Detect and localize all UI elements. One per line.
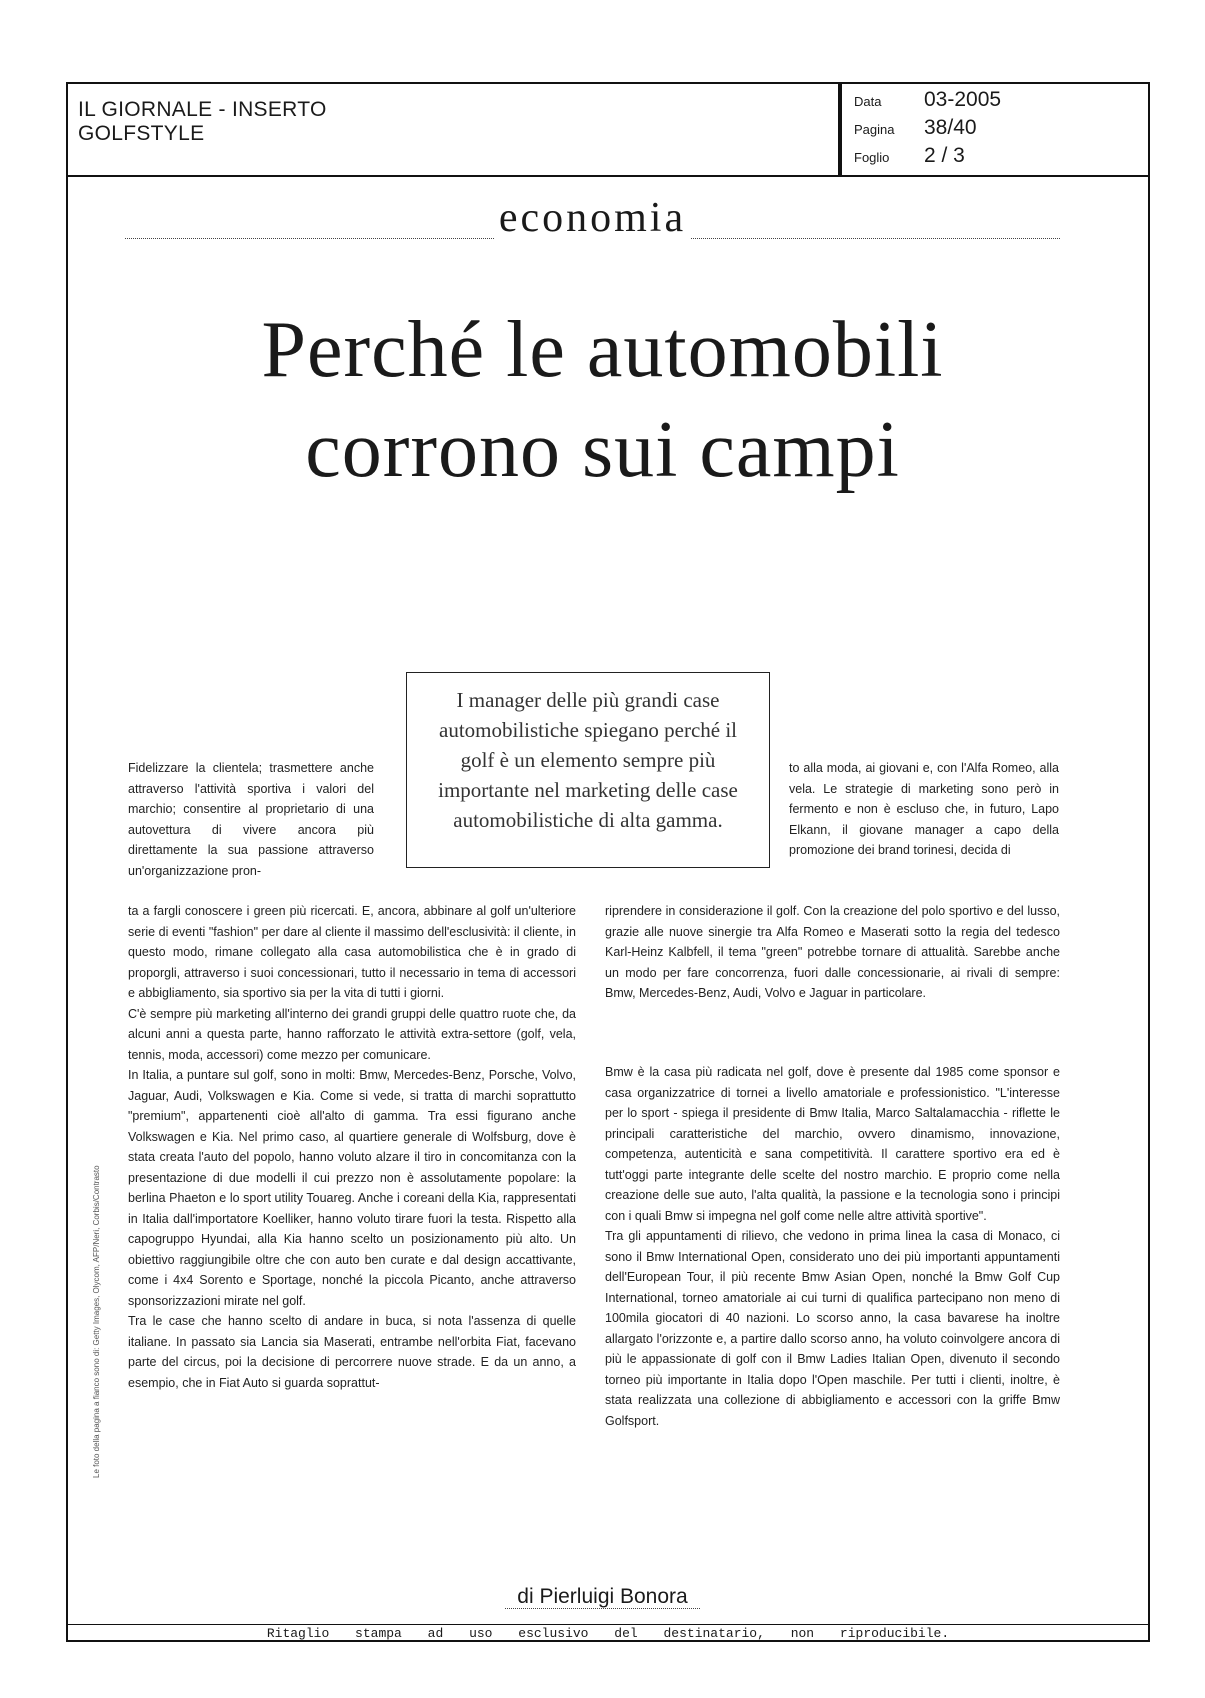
date-label: Data xyxy=(854,94,882,109)
publication-line1: IL GIORNALE - INSERTO xyxy=(78,98,327,121)
column2-intro xyxy=(789,758,1059,861)
headline-line1: Perché le automobili xyxy=(261,306,944,394)
paragraph: In Italia, a puntare sul golf, sono in molti: Bmw, Mercedes-Benz, Porsche, Volvo, Jaguar, Audi, Volkswagen e Kia. Come si vede, si tratta di marchi soprattutto "premium", appartenenti cioè all'alto di gamma. Tra essi figurano anche Volkswagen e Kia. Nel primo caso, al quartiere generale di Wolfsburg, dove è stata creata l'auto del popolo, hanno voluto alzare il tiro in concomitanza con la presentazione di due modelli il cui prezzo non è assolutamente popolare: la berlina Phaeton e lo sport utility Touareg. Anche i coreani della Kia, rappresentati in Italia dall'importatore Koelliker, hanno voluto tirare fuori la testa. Rispetto alla capogruppo Hyundai, alla Kia hanno scelto un posizionamento più alto. Un obiettivo raggiungibile oltre che con auto ben curate e dal design accattivante, come i 4x4 Sorento e Sportage, nonché la piccola Picanto, anche attraverso sponsorizzazioni mirate nel golf. xyxy=(128,1068,576,1308)
headline-line2: corrono sui campi xyxy=(305,406,900,494)
paragraph: Tra le case che hanno scelto di andare in buca, si nota l'assenza di quelle italiane. In passato sia Lancia sia Maserati, entrambe nell'orbita Fiat, facevano parte del circus, poi la decisione di percorrere nuove strade. E da un anno, a esempio, che in Fiat Auto si guarda soprattut- xyxy=(128,1314,576,1390)
sheet-value: 2 / 3 xyxy=(924,144,965,167)
page-row xyxy=(854,116,1134,142)
column1-intro xyxy=(128,758,374,881)
paragraph: riprendere in considerazione il golf. Con la creazione del polo sportivo e del lusso, grazie alle nuove sinergie tra Alfa Romeo e Maserati sotto la regia del tedesco Karl-Heinz Kalbfell, il tema "green" potrebbe tornare di attualità. Sarebbe anche un modo per fare concorrenza, fuori dalle concessionarie, ai rivali di sempre: Bmw, Mercedes-Benz, Audi, Volvo e Jaguar in particolare. xyxy=(605,904,1060,1000)
paragraph: Fidelizzare la clientela; trasmettere anche attraverso l'attività sportiva i valori del marchio; consentire al proprietario di una autovettura di vivere ancora più direttamente la sua passione attraverso un'organizzazione pron- xyxy=(128,761,374,878)
paragraph: ta a fargli conoscere i green più ricercati. E, ancora, abbinare al golf un'ulteriore serie di eventi "fashion" per dare al cliente il massimo dell'esclusività: il cliente, in questo modo, rimane collegato alla casa automobilistica che è in grado di proporgli, attraverso i suoi concessionari, tutto il necessario in tema di accessori e abbigliamento, sia sportivo sia per la vita di tutti i giorni. xyxy=(128,904,576,1000)
section-title: economia xyxy=(495,195,690,241)
paragraph: C'è sempre più marketing all'interno dei grandi gruppi delle quattro ruote che, da alcuni anni a questa parte, hanno rafforzato le attività extra-settore (golf, vela, tennis, moda, accessori) come mezzo per comunicare. xyxy=(128,1006,576,1062)
publication-box xyxy=(66,82,840,177)
sheet-row xyxy=(854,144,1134,170)
page-value: 38/40 xyxy=(924,116,977,139)
pull-quote: I manager delle più grandi case automobilistiche spiegano perché il golf è un elemento sempre più importante nel marketing delle case automobilistiche di alta gamma. xyxy=(406,672,770,868)
column1-body xyxy=(128,901,576,1393)
sheet-label: Foglio xyxy=(854,150,890,165)
paragraph: Bmw è la casa più radicata nel golf, dove è presente dal 1985 come sponsor e casa organizzatrice di tornei a livello amatoriale e professionistico. "L'interesse per lo sport - spiega il presidente di Bmw Italia, Marco Saltalamacchia - riflette le principali caratteristiche del marchio, ovvero dinamismo, innovazione, competenza, autenticità e sana competitività. Il carattere sportivo era ed è tutt'oggi parte integrante delle scelte del nostro marchio. E proprio come nella creazione delle sue auto, l'alta qualità, la passione e la tecnologia sono i principi con i quali Bmw si impegna nel golf come nelle altre attività sportive". xyxy=(605,1065,1060,1223)
publication-name xyxy=(78,98,327,146)
date-value: 03-2005 xyxy=(924,88,1002,111)
photo-credit xyxy=(92,1118,104,1478)
date-row xyxy=(854,88,1134,114)
byline xyxy=(0,1585,1205,1609)
meta-box xyxy=(840,82,1150,177)
publication-line2: GOLFSTYLE xyxy=(78,122,205,145)
column2-body-continued xyxy=(605,1062,1060,1431)
page-label: Pagina xyxy=(854,122,895,137)
section-header xyxy=(125,196,1060,239)
reproduction-notice: Ritaglio stampa ad uso esclusivo del destinatario, non riproducibile. xyxy=(66,1624,1150,1643)
paragraph: Tra gli appuntamenti di rilievo, che vedono in prima linea la casa di Monaco, ci sono il Bmw International Open, considerato uno dei più importanti appuntamenti dell'European Tour, il più recente Bmw Asian Open, nonché la Bmw Golf Cup International, torneo amatoriale ai cui turni di qualifica partecipano non meno di 100mila giocatori di 40 nazioni. Lo scorso anno, la casa bavarese ha inoltre allargato l'orizzonte e, a partire dallo scorso anno, ha voluto coinvolgere ancora di più le appassionate di golf con il Bmw Ladies Italian Open, divenuto il secondo torneo più importante in Italia dopo l'Open maschile. Per tutti i clienti, inoltre, è stata realizzata una collezione di abbigliamento e accessori con la griffe Bmw Golfsport. xyxy=(605,1229,1060,1428)
headline xyxy=(120,300,1085,500)
paragraph: to alla moda, ai giovani e, con l'Alfa Romeo, alla vela. Le strategie di marketing sono però in fermento e non è escluso che, in futuro, Lapo Elkann, il giovane manager a capo della promozione dei brand torinesi, decida di xyxy=(789,761,1059,857)
photo-credit-text: Le foto della pagina a fianco sono di: Getty Images, Olycom, AFP/Neri, Corbis/Contrasto xyxy=(92,1165,101,1478)
column2-body xyxy=(605,901,1060,1004)
author-name: di Pierluigi Bonora xyxy=(505,1585,699,1609)
